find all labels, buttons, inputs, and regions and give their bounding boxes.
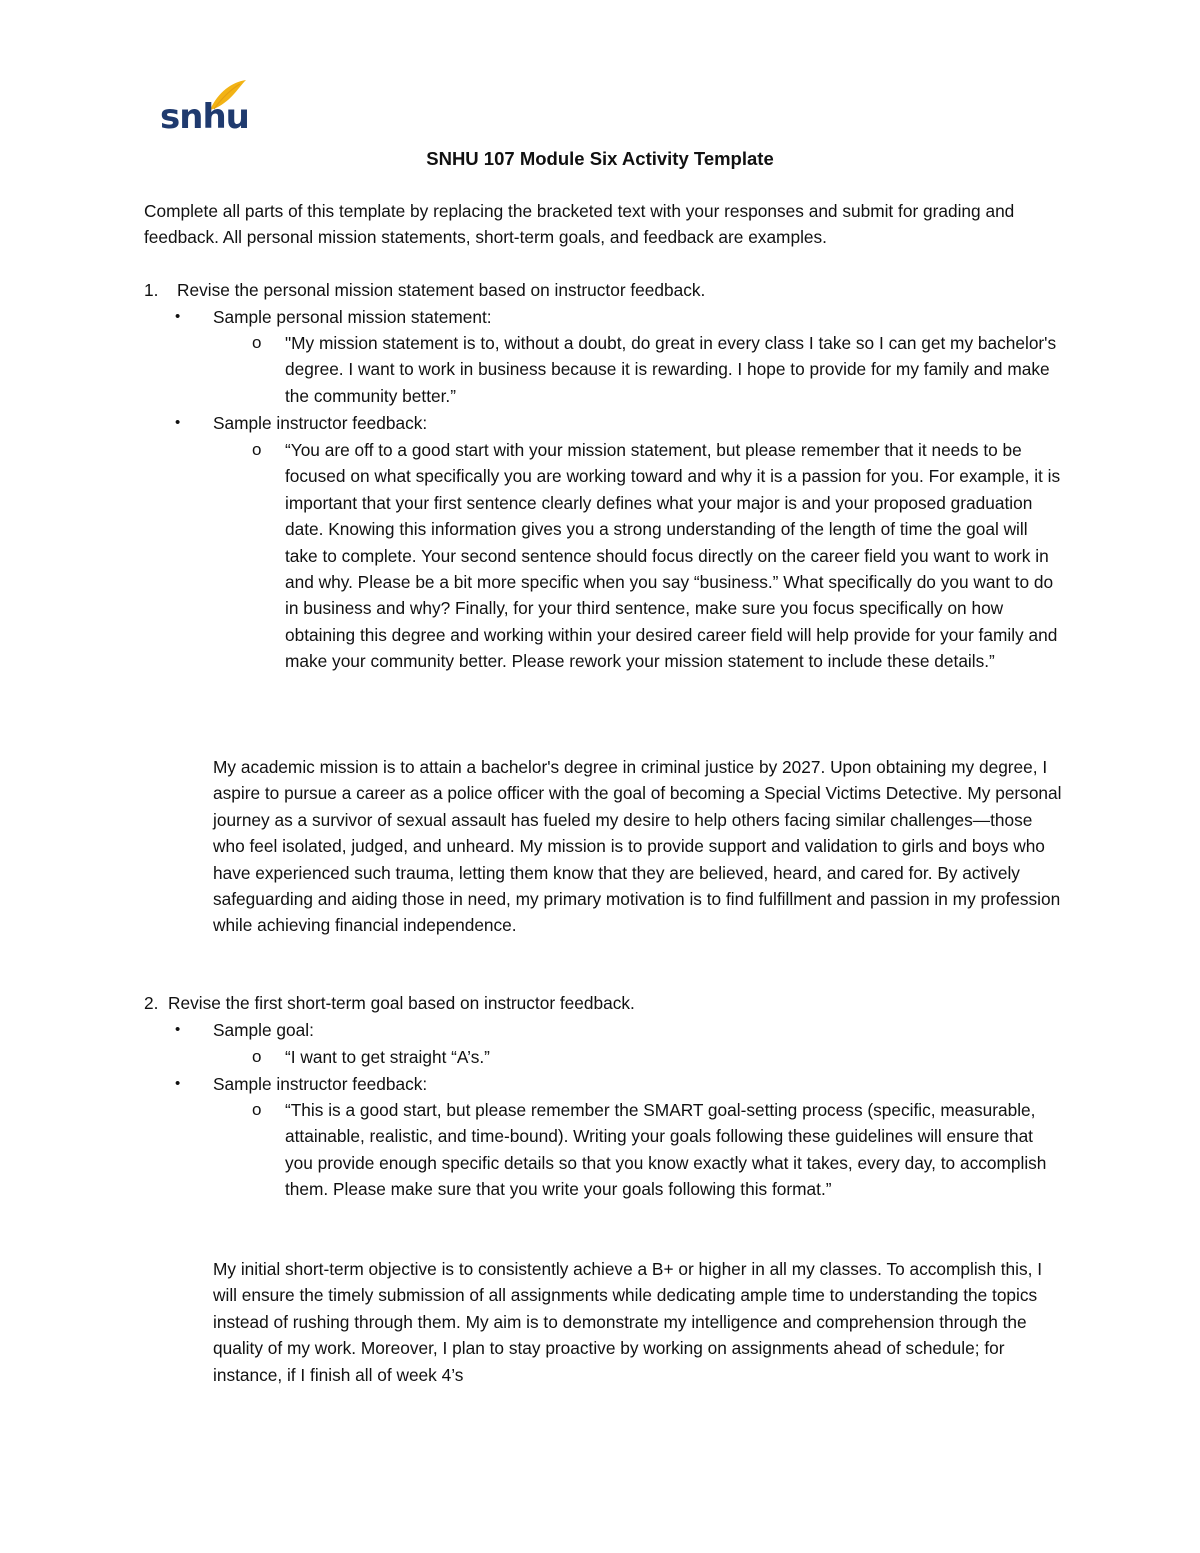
section-1-heading: Revise the personal mission statement based on instructor feedback.: [177, 280, 706, 300]
bullet-icon: •: [175, 1075, 181, 1092]
section-2-bullet-1-label: Sample goal:: [213, 1020, 314, 1040]
sub-bullet-icon: o: [252, 1047, 262, 1066]
bullet-icon: •: [175, 414, 181, 431]
bullet-icon: •: [175, 1021, 181, 1038]
section-2-number: 2.: [144, 993, 159, 1013]
section-2-response: My initial short-term objective is to consistently achieve a B+ or higher in all my classes. To accomplish this, I will ensure the timely submission of all assignments while dedicating ample time to understanding the topics instead of rushing through them. My aim is to demonstrate my intelligence and comprehension through the quality of my work. Moreover, I plan to stay proactive by working on assignments ahead of schedule; for instance, if I finish all of week 4’s: [213, 1259, 1043, 1385]
section-2-instructor-feedback: “This is a good start, but please remember the SMART goal-setting process (specific, measurable, attainable, realistic, and time-bound). Writing your goals following these guidelines will ensure that you provide enough specific details so that you know exactly what it takes, every day, to accomplish them. Please make sure that you write your goals following this format.”: [285, 1100, 1047, 1200]
snhu-logo: [160, 78, 250, 136]
section-2-bullet-2-label: Sample instructor feedback:: [213, 1074, 428, 1094]
section-2-sample-goal: “I want to get straight “A’s.”: [285, 1047, 490, 1067]
page-title: SNHU 107 Module Six Activity Template: [426, 148, 774, 169]
section-1-instructor-feedback: “You are off to a good start with your mission statement, but please remember that it needs to be focused on what specifically you are working toward and why it is a passion for you. For example, it is important that your first sentence clearly defines what your major is and your proposed graduation date. Knowing this information gives you a strong understanding of the length of time the goal will take to complete. Your second sentence should focus directly on the career field you want to work in and why. Please be a bit more specific when you say “business.” What specifically do you want to do in business and why? Finally, for your third sentence, make sure you focus specifically on how obtaining this degree and working within your desired career field will help provide for your family and make your community better. Please rework your mission statement to include these details.”: [285, 440, 1061, 672]
section-1-response: My academic mission is to attain a bachelor's degree in criminal justice by 2027. Upon obtaining my degree, I aspire to pursue a career as a police officer with the goal of becoming a Special Victims Detective. My personal journey as a survivor of sexual assault has fueled my desire to help others facing similar challenges—those who feel isolated, judged, and unheard. My mission is to provide support and validation to girls and boys who have experienced such trauma, letting them know that they are believed, heard, and cared for. By actively safeguarding and aiding those in need, my primary motivation is to find fulfillment and passion in my profession while achieving financial independence.: [213, 757, 1062, 936]
sub-bullet-icon: o: [252, 440, 262, 459]
bullet-icon: •: [175, 308, 181, 325]
section-1-number: 1.: [144, 280, 159, 300]
logo-text: snhu: [160, 97, 249, 137]
sub-bullet-icon: o: [252, 333, 262, 352]
section-1-bullet-1-label: Sample personal mission statement:: [213, 307, 492, 327]
sub-bullet-icon: o: [252, 1100, 262, 1119]
section-1-bullet-2-label: Sample instructor feedback:: [213, 413, 428, 433]
section-1-sample-mission: "My mission statement is to, without a doubt, do great in every class I take so I can get my bachelor's degree. I want to work in business because it is rewarding. I hope to provide for my family and make the community better.”: [285, 333, 1057, 406]
section-2-heading: Revise the first short-term goal based on instructor feedback.: [168, 993, 635, 1013]
intro-paragraph: Complete all parts of this template by replacing the bracketed text with your responses and submit for grading and feedback. All personal mission statements, short-term goals, and feedback are examples.: [144, 201, 1015, 248]
